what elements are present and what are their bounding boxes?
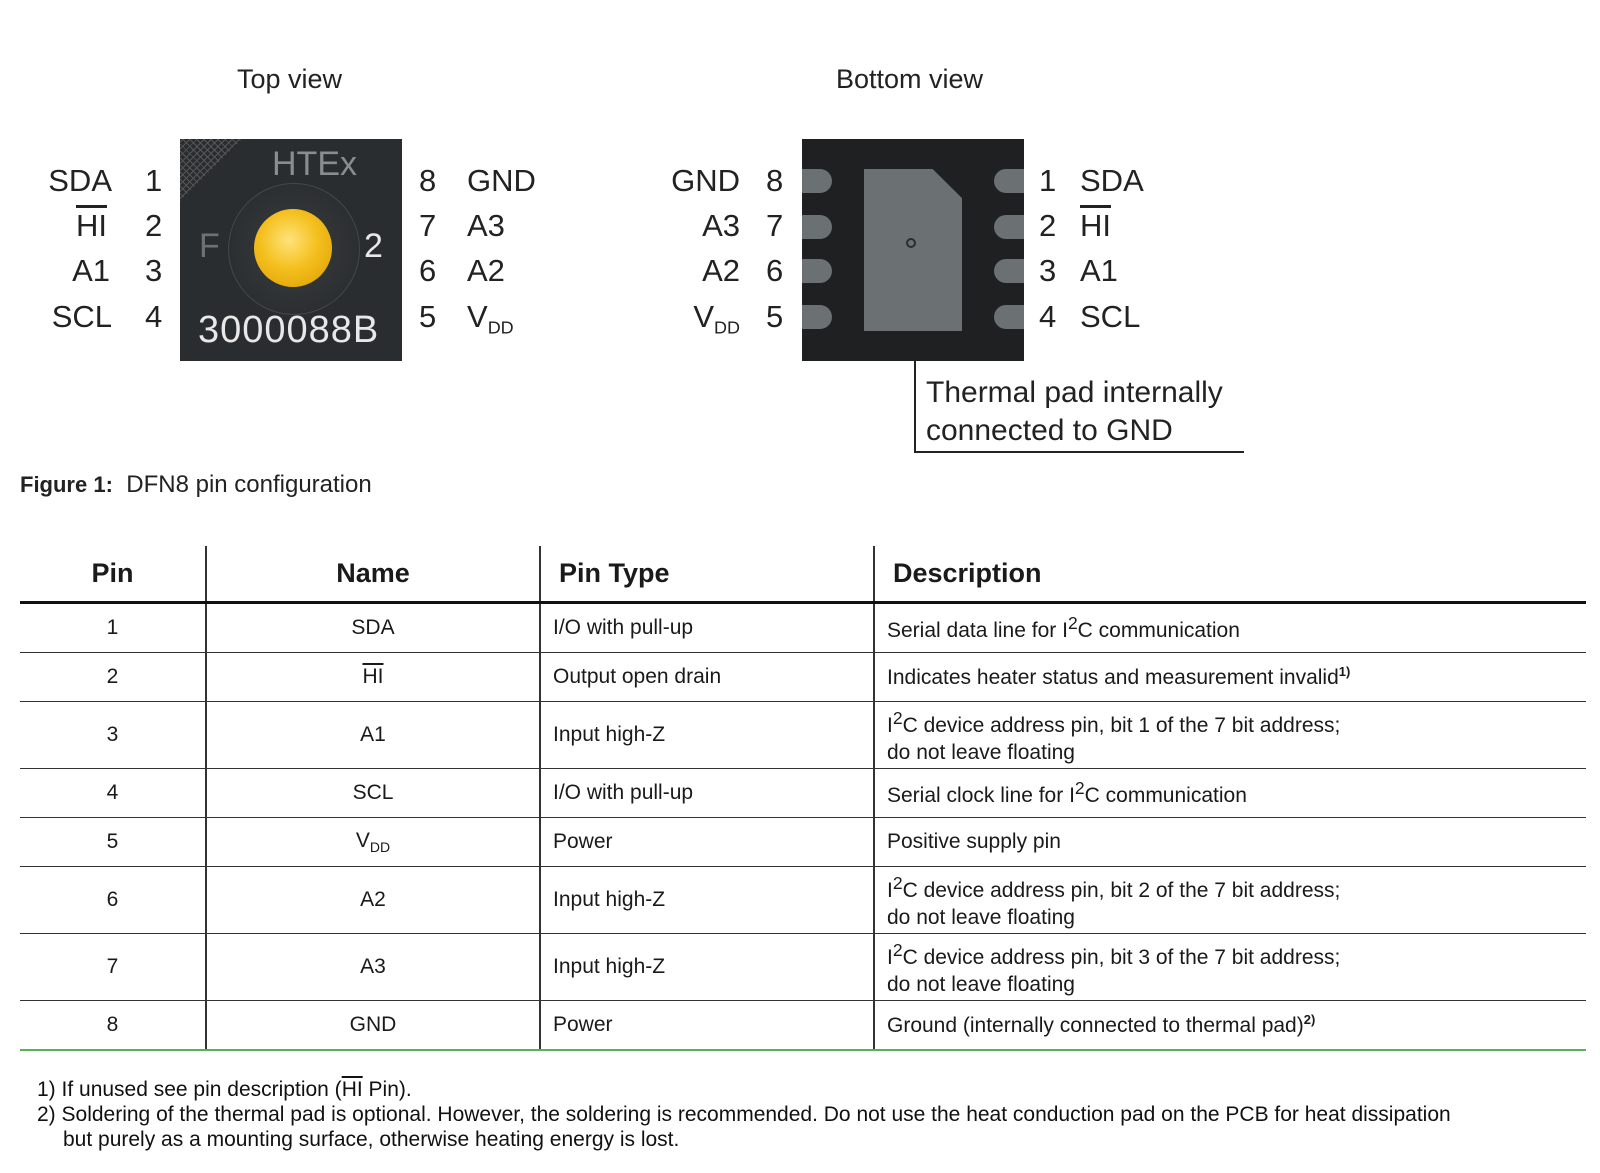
table-row [20,702,1586,769]
thermal-pad-callout: Thermal pad internally connected to GND [926,376,1223,447]
pad [994,305,1024,329]
thermal-pad [864,169,962,331]
pin-number: 2 [1039,208,1057,243]
chip-bottom-view [802,139,1024,361]
pin-label: A1 [72,253,110,288]
cell-pin: 8 [20,1001,206,1051]
cell-pin: 4 [20,769,206,818]
cell-name: A3 [206,934,540,1001]
pin-number: 6 [766,253,784,288]
pin-label: $\overline{HI}$ [76,208,107,243]
pin-number: 3 [145,253,163,288]
pin-label-vdd: $V_{DD}$ [693,299,740,338]
pin-number: 8 [766,163,784,198]
cell-name: SCL [206,769,540,818]
pin-number: 5 [419,299,437,334]
table-row [20,1001,1586,1051]
thermal-pad-via [906,238,916,248]
callout-underline [914,451,1244,453]
figure-caption: Figure 1: DFN8 pin configuration [20,471,372,498]
pin-label: A3 [702,208,740,243]
pin-number: 6 [419,253,437,288]
pad [994,169,1024,193]
cell-name: A1 [206,702,540,769]
cell-description: $I^2C$ device address pin, bit 2 of the 7 bit address; do not leave floating [874,867,1586,934]
top-view-title: Top view [237,64,343,94]
footnotes [37,1077,1451,1152]
cell-description: Serial clock line for $I^2C$ communication [874,769,1586,818]
pin-number: 1 [1039,163,1057,198]
table-header-row [20,546,1586,603]
cell-name: GND [206,1001,540,1051]
cell-pin: 5 [20,818,206,867]
pin-number: 4 [1039,299,1057,334]
cell-name: SDA [206,603,540,653]
cell-name: A2 [206,867,540,934]
cell-pin: 2 [20,653,206,702]
cell-name: $V_{DD}$ [206,818,540,867]
pad [994,215,1024,239]
footnote-2: 2) Soldering of the thermal pad is optional. However, the soldering is recommended. Do not use the heat conduction pad on the PCB for heat dissipation [37,1103,1451,1126]
pad [802,169,832,193]
pin1-marker [180,139,242,201]
header-pin-type: Pin Type [540,546,874,603]
footnote-1: 1) If unused see pin description ($\overline{HI}$ Pin). [37,1078,412,1101]
header-description: Description [874,546,1586,603]
chip-serial: 3000088B [198,309,380,351]
pin-label: A2 [702,253,740,288]
pad [802,215,832,239]
footnote-2-continued: but purely as a mounting surface, otherwise heating energy is lost. [63,1128,680,1151]
cell-pin: 3 [20,702,206,769]
pin-number: 5 [766,299,784,334]
cell-type: I/O with pull-up [540,603,874,653]
pin-label-vdd: $V_{DD}$ [467,299,514,338]
pin-label: GND [671,163,740,198]
pin-label: SCL [51,299,112,334]
table-row [20,653,1586,702]
cell-pin: 6 [20,867,206,934]
pin-number: 8 [419,163,437,198]
table-row [20,603,1586,653]
pin-description-table [20,546,1586,1051]
table-row [20,934,1586,1001]
pin-number: 7 [419,208,437,243]
chip-brand-marking: HTEx [272,145,357,183]
bottom-view-title: Bottom view [836,64,984,94]
pin-label: A3 [467,208,505,243]
pin-label: GND [467,163,536,198]
sensor-element [254,209,332,287]
cell-pin: 7 [20,934,206,1001]
pin-number: 2 [145,208,163,243]
chip-top-view [180,139,402,361]
pin-label: $\overline{HI}$ [1080,208,1111,243]
pin-number: 4 [145,299,163,334]
pin-number: 3 [1039,253,1057,288]
cell-description: $I^2C$ device address pin, bit 1 of the 7 bit address; do not leave floating [874,702,1586,769]
cell-description: Serial data line for $I^2C$ communication [874,603,1586,653]
cell-name: $\overline{HI}$ [206,653,540,702]
pin-label: SCL [1080,299,1141,334]
pad [994,259,1024,283]
table-row [20,769,1586,818]
pad [802,259,832,283]
callout-line [914,361,916,453]
cell-description: Indicates heater status and measurement invalid$^{1)}$ [874,653,1586,702]
cell-type: Input high-Z [540,702,874,769]
cell-type: I/O with pull-up [540,769,874,818]
pin-label: A2 [467,253,505,288]
cell-type: Output open drain [540,653,874,702]
pin-number: 7 [766,208,784,243]
cell-type: Input high-Z [540,934,874,1001]
table-row [20,867,1586,934]
cell-type: Input high-Z [540,867,874,934]
table-row [20,818,1586,867]
cell-pin: 1 [20,603,206,653]
cell-type: Power [540,1001,874,1051]
cell-description: Ground (internally connected to thermal pad)$^{2)}$ [874,1001,1586,1051]
pin-number: 1 [145,163,163,198]
cell-description: $I^2C$ device address pin, bit 3 of the 7 bit address; do not leave floating [874,934,1586,1001]
pad [802,305,832,329]
pin-label: SDA [1080,163,1144,198]
pin-label: SDA [48,163,112,198]
header-pin: Pin [20,546,206,603]
chip-left-marking: F [199,227,220,265]
cell-type: Power [540,818,874,867]
pin-label: A1 [1080,253,1118,288]
header-name: Name [206,546,540,603]
chip-right-marking: 2 [364,227,383,265]
cell-description: Positive supply pin [874,818,1586,867]
